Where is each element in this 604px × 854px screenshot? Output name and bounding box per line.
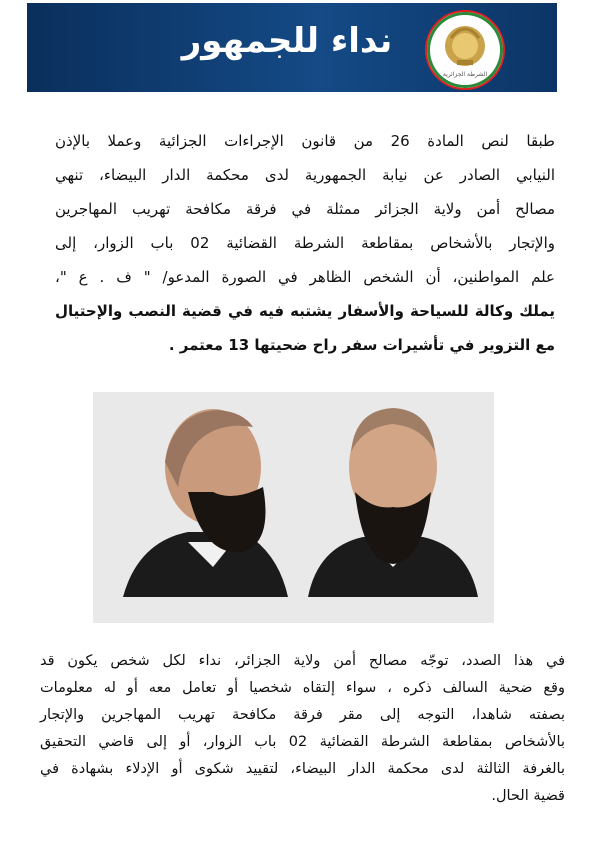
text-line: بصفته شاهدا، التوجه إلى مقر فرقة مكافحة تهريب المهاجرين والإتجار <box>40 707 565 723</box>
text-line: قضية الحال. <box>491 788 565 804</box>
suspect-photos <box>93 392 494 623</box>
police-emblem-icon <box>427 12 503 88</box>
text-line: طبقا لنص المادة 26 من قانون الإجراءات الجزائية وعملا بالإذن <box>55 132 555 150</box>
police-logo <box>425 10 505 90</box>
suspect-photo-profile <box>123 409 288 597</box>
text-line: في هذا الصدد، توجّه مصالح أمن ولاية الجزائر، نداء لكل شخص يكون قد <box>40 653 565 669</box>
svg-text:الشرطة الجزائرية: الشرطة الجزائرية <box>442 71 488 78</box>
suspect-photo-front <box>308 408 478 597</box>
text-line: والإتجار بالأشخاص بمقاطعة الشرطة القضائية 02 باب الزوار، إلى <box>55 234 555 252</box>
text-line: علم المواطنين، أن الشخص الظاهر في الصورة المدعو/ " ف . ع "، <box>55 268 555 286</box>
notice-paragraph-1 <box>55 124 555 362</box>
text-line: يملك وكالة للسياحة والأسفار يشتبه فيه في قضية النصب والإحتيال <box>55 302 555 320</box>
header-banner <box>27 3 557 92</box>
text-line: بالأشخاص بمقاطعة الشرطة القضائية 02 باب الزوار، أو إلى قاضي التحقيق <box>40 734 565 750</box>
text-line: النيابي الصادر عن نيابة الجمهورية لدى محكمة الدار البيضاء، تنهي <box>55 166 555 184</box>
text-line: مع التزوير في تأشيرات سفر راح ضحيتها 13 معتمر . <box>168 336 555 354</box>
page-title: نداء للجمهور <box>181 21 393 61</box>
text-line: مصالح أمن ولاية الجزائر ممثلة في فرقة مكافحة تهريب المهاجرين <box>55 200 555 218</box>
notice-paragraph-2 <box>40 648 565 810</box>
text-line: وقع ضحية السالف ذكره ، سواء إلتقاه شخصيا أو تعامل معه أو له معلومات <box>40 680 565 696</box>
text-line: بالغرفة الثالثة لدى محكمة الدار البيضاء، لتقييد شكوى أو الإدلاء بشهادة في <box>40 761 565 777</box>
